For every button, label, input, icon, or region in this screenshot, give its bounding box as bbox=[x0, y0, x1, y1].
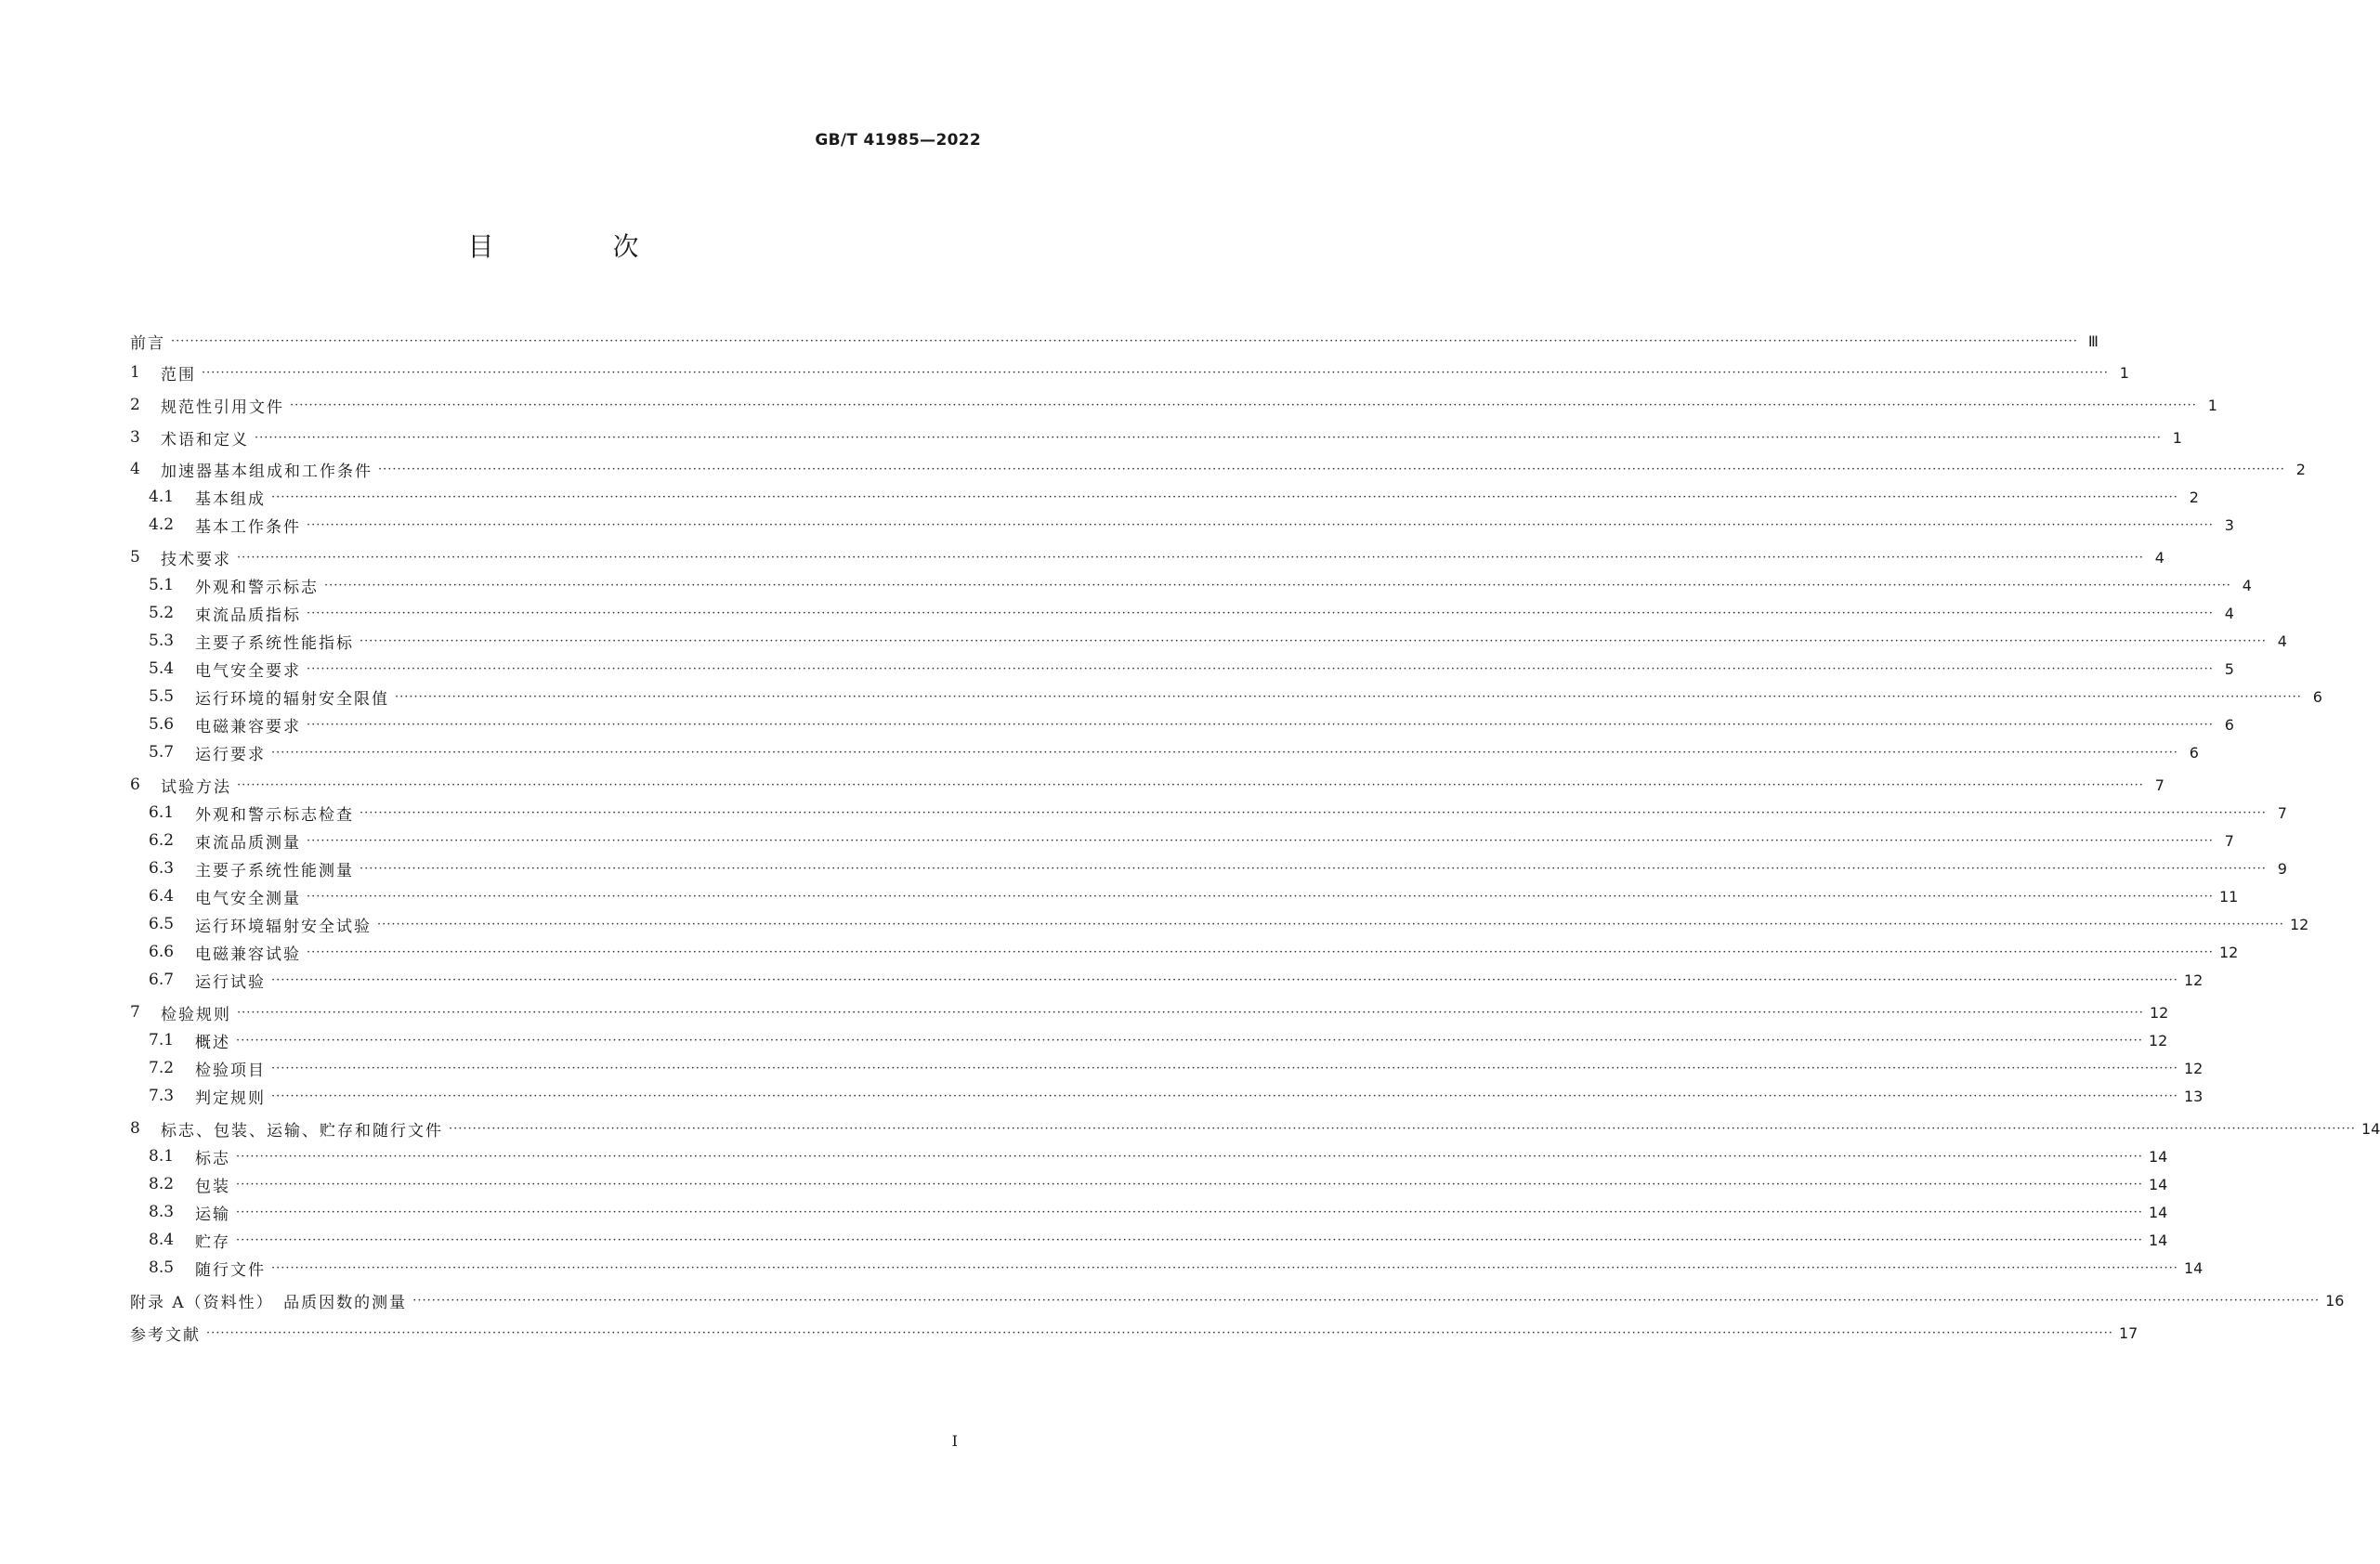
toc-dot-leader: ················································································································································································································································································································································································································ bbox=[307, 945, 2214, 959]
toc-dot-leader: ················································································································································································································································································································································································································ bbox=[271, 489, 2178, 504]
toc-page-number: 12 bbox=[2148, 1031, 2168, 1049]
toc-row[interactable] bbox=[130, 657, 2234, 681]
toc-dot-leader: ················································································································································································································································································································································································································ bbox=[395, 689, 2302, 704]
toc-row[interactable] bbox=[130, 712, 2234, 736]
standard-code: GB/T 41985—2022 bbox=[815, 131, 981, 150]
toc-row[interactable] bbox=[130, 884, 2239, 908]
toc-entry-label: 范围 bbox=[161, 365, 196, 384]
toc-row[interactable] bbox=[130, 573, 2252, 597]
toc-section-number: 6.1 bbox=[149, 803, 175, 822]
toc-row[interactable] bbox=[130, 485, 2199, 509]
toc-row[interactable] bbox=[130, 1200, 2168, 1224]
toc-page-number: 13 bbox=[2183, 1087, 2203, 1105]
page-number: I bbox=[951, 1432, 958, 1450]
toc-dot-leader: ················································································································································································································································································································································································································ bbox=[236, 1149, 2143, 1164]
toc-entry-label: 加速器基本组成和工作条件 bbox=[161, 462, 373, 481]
toc-entry-label: 电磁兼容要求 bbox=[195, 717, 301, 736]
toc-entry-label: 电磁兼容试验 bbox=[195, 945, 301, 964]
toc-row[interactable] bbox=[130, 684, 2322, 709]
toc-section-number: 2 bbox=[130, 396, 140, 414]
toc-dot-leader: ················································································································································································································································································································································································································ bbox=[307, 833, 2214, 848]
toc-row[interactable] bbox=[130, 1116, 2380, 1140]
toc-row[interactable] bbox=[130, 1228, 2168, 1252]
toc-section-number: 5.1 bbox=[149, 576, 175, 594]
toc-page-number: 1 bbox=[2172, 428, 2182, 447]
toc-row[interactable] bbox=[130, 457, 2306, 481]
toc-section-number: 8.1 bbox=[149, 1147, 175, 1166]
toc-entry-label: 术语和定义 bbox=[161, 430, 249, 450]
toc-entry-label: 判定规则 bbox=[195, 1088, 266, 1108]
toc-entry-label: 主要子系统性能测量 bbox=[195, 861, 354, 880]
toc-row[interactable] bbox=[130, 940, 2239, 964]
toc-section-number: 8 bbox=[130, 1119, 140, 1138]
toc-row[interactable] bbox=[130, 1256, 2203, 1280]
toc-entry-label: 运行要求 bbox=[195, 745, 266, 764]
toc-row[interactable] bbox=[130, 1172, 2168, 1196]
toc-page-number: 6 bbox=[2189, 743, 2199, 762]
toc-row[interactable] bbox=[130, 740, 2199, 764]
toc-dot-leader: ················································································································································································································································································································································································································ bbox=[360, 861, 2267, 876]
toc-section-number: 6.5 bbox=[149, 915, 175, 933]
toc-row[interactable] bbox=[130, 1144, 2168, 1168]
toc-row[interactable] bbox=[130, 1084, 2203, 1108]
toc-dot-leader: ················································································································································································································································································································································································································ bbox=[206, 1325, 2113, 1340]
toc-dot-leader: ················································································································································································································································································································································································································ bbox=[378, 462, 2285, 476]
toc-section-number: 8.5 bbox=[149, 1258, 175, 1277]
toc-page-number: 14 bbox=[2148, 1203, 2168, 1221]
toc-entry-label: 束流品质指标 bbox=[195, 606, 301, 625]
toc-section-number: 6 bbox=[130, 775, 140, 794]
toc-page-number: 12 bbox=[2149, 1003, 2169, 1022]
toc-dot-leader: ················································································································································································································································································································································································································ bbox=[271, 972, 2178, 987]
toc-entry-label: 基本工作条件 bbox=[195, 517, 301, 537]
toc-section-number: 3 bbox=[130, 428, 140, 447]
toc-dot-leader: ················································································································································································································································································································································································································ bbox=[360, 805, 2267, 820]
toc-entry-label: 检验项目 bbox=[195, 1061, 266, 1080]
toc-dot-leader: ················································································································································································································································································································································································································ bbox=[307, 717, 2214, 732]
toc-entry-label: 技术要求 bbox=[161, 550, 231, 569]
toc-section-number: 5.5 bbox=[149, 687, 175, 706]
toc-row[interactable] bbox=[130, 1056, 2203, 1080]
toc-section-number: 6.4 bbox=[149, 887, 175, 906]
toc-section-number: 7.1 bbox=[149, 1031, 175, 1049]
toc-entry-label: 运行环境的辐射安全限值 bbox=[195, 689, 389, 709]
toc-dot-leader: ················································································································································································································································································································································································································ bbox=[271, 1260, 2178, 1275]
toc-page-number: 7 bbox=[2277, 803, 2287, 822]
toc-entry-label: 标志、包装、运输、贮存和随行文件 bbox=[161, 1121, 443, 1140]
toc-row[interactable] bbox=[130, 601, 2234, 625]
toc-dot-leader: ················································································································································································································································································································································································································ bbox=[307, 517, 2214, 532]
toc-entry-label: 主要子系统性能指标 bbox=[195, 633, 354, 653]
toc-entry-label: 运行环境辐射安全试验 bbox=[195, 917, 372, 936]
toc-page-number: 4 bbox=[2277, 632, 2287, 650]
toc-dot-leader: ················································································································································································································································································································································································································ bbox=[237, 1005, 2144, 1020]
toc-section-number: 5.3 bbox=[149, 632, 175, 650]
toc-section-number: 8.4 bbox=[149, 1231, 175, 1249]
toc-section-number: 6.2 bbox=[149, 831, 175, 850]
toc-row[interactable] bbox=[130, 1000, 2169, 1024]
toc-dot-leader: ················································································································································································································································································································································································································ bbox=[202, 365, 2109, 380]
toc-dot-leader: ················································································································································································································································································································································································································ bbox=[290, 398, 2197, 412]
toc-dot-leader: ················································································································································································································································································································································································································ bbox=[307, 606, 2214, 620]
toc-page-number: 6 bbox=[2224, 715, 2234, 734]
toc-section-number: 5.7 bbox=[149, 743, 175, 762]
toc-entry-label: 检验规则 bbox=[161, 1005, 231, 1024]
toc-page-number: 12 bbox=[2218, 943, 2239, 961]
toc-dot-leader: ················································································································································································································································································································································································································ bbox=[236, 1232, 2143, 1247]
toc-dot-leader: ················································································································································································································································································································································································································ bbox=[271, 745, 2178, 760]
toc-dot-leader: ················································································································································································································································································································································································································ bbox=[449, 1121, 2356, 1136]
toc-row[interactable] bbox=[130, 1288, 2345, 1312]
toc-entry-label: 外观和警示标志检查 bbox=[195, 805, 354, 825]
toc-row[interactable] bbox=[130, 629, 2287, 653]
toc-row[interactable] bbox=[130, 1321, 2138, 1345]
toc-entry-label: 标志 bbox=[195, 1149, 230, 1168]
toc-dot-leader: ················································································································································································································································································································································································································ bbox=[324, 578, 2231, 593]
toc-row[interactable] bbox=[130, 360, 2129, 384]
toc-row[interactable] bbox=[130, 329, 2099, 353]
toc-dot-leader: ················································································································································································································································································································································································································ bbox=[255, 430, 2162, 445]
toc-page-number: 3 bbox=[2224, 515, 2234, 534]
toc-row[interactable] bbox=[130, 773, 2164, 797]
toc-page-number: 12 bbox=[2183, 971, 2203, 989]
toc-section-number: 5 bbox=[130, 548, 140, 567]
toc-section-number: 7.2 bbox=[149, 1059, 175, 1077]
toc-dot-leader: ················································································································································································································································································································································································································ bbox=[271, 1061, 2178, 1075]
toc-row[interactable] bbox=[130, 513, 2234, 537]
toc-section-number: 7 bbox=[130, 1003, 140, 1022]
toc-row[interactable] bbox=[130, 828, 2234, 853]
toc-page-number: 11 bbox=[2218, 887, 2239, 906]
toc-dot-leader: ················································································································································································································································································································································································································ bbox=[237, 777, 2144, 792]
toc-section-number: 4.1 bbox=[149, 488, 175, 506]
toc-entry-label: 基本组成 bbox=[195, 489, 266, 509]
toc-entry-label: 外观和警示标志 bbox=[195, 578, 319, 597]
toc-row[interactable] bbox=[130, 1028, 2168, 1052]
toc-page-number: 12 bbox=[2183, 1059, 2203, 1077]
toc-dot-leader: ················································································································································································································································································································································································································ bbox=[412, 1293, 2321, 1308]
toc-page-number: 16 bbox=[2325, 1291, 2345, 1310]
toc-entry-label: 概述 bbox=[195, 1033, 230, 1052]
toc-row[interactable] bbox=[130, 856, 2287, 880]
page-title: 目 次 bbox=[467, 231, 686, 262]
toc-entry-label: 附录 A（资料性） 品质因数的测量 bbox=[130, 1293, 408, 1312]
toc-page-number: 7 bbox=[2224, 831, 2234, 850]
toc-section-number: 6.3 bbox=[149, 859, 175, 878]
toc-page-number: 14 bbox=[2148, 1147, 2168, 1166]
toc-section-number: 6.7 bbox=[149, 971, 175, 989]
toc-dot-leader: ················································································································································································································································································································································································································ bbox=[271, 1088, 2178, 1103]
toc-page-number: 5 bbox=[2224, 659, 2234, 678]
toc-dot-leader: ················································································································································································································································································································································································································ bbox=[236, 1177, 2143, 1192]
toc-page-number: 6 bbox=[2312, 687, 2322, 706]
toc-row[interactable] bbox=[130, 968, 2203, 992]
toc-section-number: 5.4 bbox=[149, 659, 175, 678]
toc-dot-leader: ················································································································································································································································································································································································································ bbox=[377, 917, 2284, 932]
toc-row[interactable] bbox=[130, 545, 2164, 569]
toc-page-number: 2 bbox=[2295, 460, 2306, 478]
toc-section-number: 7.3 bbox=[149, 1087, 175, 1105]
toc-page-number: 12 bbox=[2289, 915, 2309, 933]
toc-section-number: 6.6 bbox=[149, 943, 175, 961]
toc-section-number: 8.2 bbox=[149, 1175, 175, 1193]
toc-entry-label: 参考文献 bbox=[130, 1325, 201, 1345]
toc-dot-leader: ················································································································································································································································································································································································································ bbox=[360, 633, 2267, 648]
toc-page-number: 14 bbox=[2360, 1119, 2380, 1138]
toc-section-number: 4 bbox=[130, 460, 140, 478]
toc-page-number: 4 bbox=[2242, 576, 2252, 594]
toc-row[interactable] bbox=[130, 425, 2182, 450]
toc-page-number: 4 bbox=[2224, 604, 2234, 622]
toc-page-number: 4 bbox=[2154, 548, 2164, 567]
toc-section-number: 8.3 bbox=[149, 1203, 175, 1221]
toc-entry-label: 束流品质测量 bbox=[195, 833, 301, 853]
toc-dot-leader: ················································································································································································································································································································································································································ bbox=[236, 1205, 2143, 1219]
toc-section-number: 1 bbox=[130, 363, 140, 382]
toc-entry-label: 贮存 bbox=[195, 1232, 230, 1252]
toc-page-number: 7 bbox=[2154, 775, 2164, 794]
toc-dot-leader: ················································································································································································································································································································································································································ bbox=[307, 661, 2214, 676]
toc-entry-label: 电气安全测量 bbox=[195, 889, 301, 908]
toc-page-number: 1 bbox=[2119, 363, 2129, 382]
toc-section-number: 4.2 bbox=[149, 515, 175, 534]
toc-entry-label: 随行文件 bbox=[195, 1260, 266, 1280]
toc-entry-label: 规范性引用文件 bbox=[161, 398, 284, 417]
toc-page-number: 14 bbox=[2148, 1175, 2168, 1193]
toc-page-number: 14 bbox=[2148, 1231, 2168, 1249]
toc-page-number: 17 bbox=[2118, 1323, 2138, 1342]
toc-dot-leader: ················································································································································································································································································································································································································ bbox=[237, 550, 2144, 565]
toc-entry-label: 试验方法 bbox=[161, 777, 231, 797]
toc-page-number: 9 bbox=[2277, 859, 2287, 878]
toc-page-number: Ⅲ bbox=[2087, 332, 2099, 350]
toc-entry-label: 前言 bbox=[130, 333, 165, 353]
toc-entry-label: 运行试验 bbox=[195, 972, 266, 992]
toc-dot-leader: ················································································································································································································································································································································································································ bbox=[171, 333, 2078, 348]
toc-page-number: 1 bbox=[2207, 396, 2217, 414]
toc-section-number: 5.6 bbox=[149, 715, 175, 734]
toc-page-number: 14 bbox=[2183, 1258, 2203, 1277]
toc-entry-label: 运输 bbox=[195, 1205, 230, 1224]
toc-row[interactable] bbox=[130, 801, 2287, 825]
toc-page-number: 2 bbox=[2189, 488, 2199, 506]
toc-entry-label: 电气安全要求 bbox=[195, 661, 301, 681]
toc-dot-leader: ················································································································································································································································································································································································································ bbox=[236, 1033, 2143, 1048]
toc-entry-label: 包装 bbox=[195, 1177, 230, 1196]
toc-row[interactable] bbox=[130, 912, 2309, 936]
toc-row[interactable] bbox=[130, 393, 2217, 417]
toc-section-number: 5.2 bbox=[149, 604, 175, 622]
toc-dot-leader: ················································································································································································································································································································································································································ bbox=[307, 889, 2214, 904]
